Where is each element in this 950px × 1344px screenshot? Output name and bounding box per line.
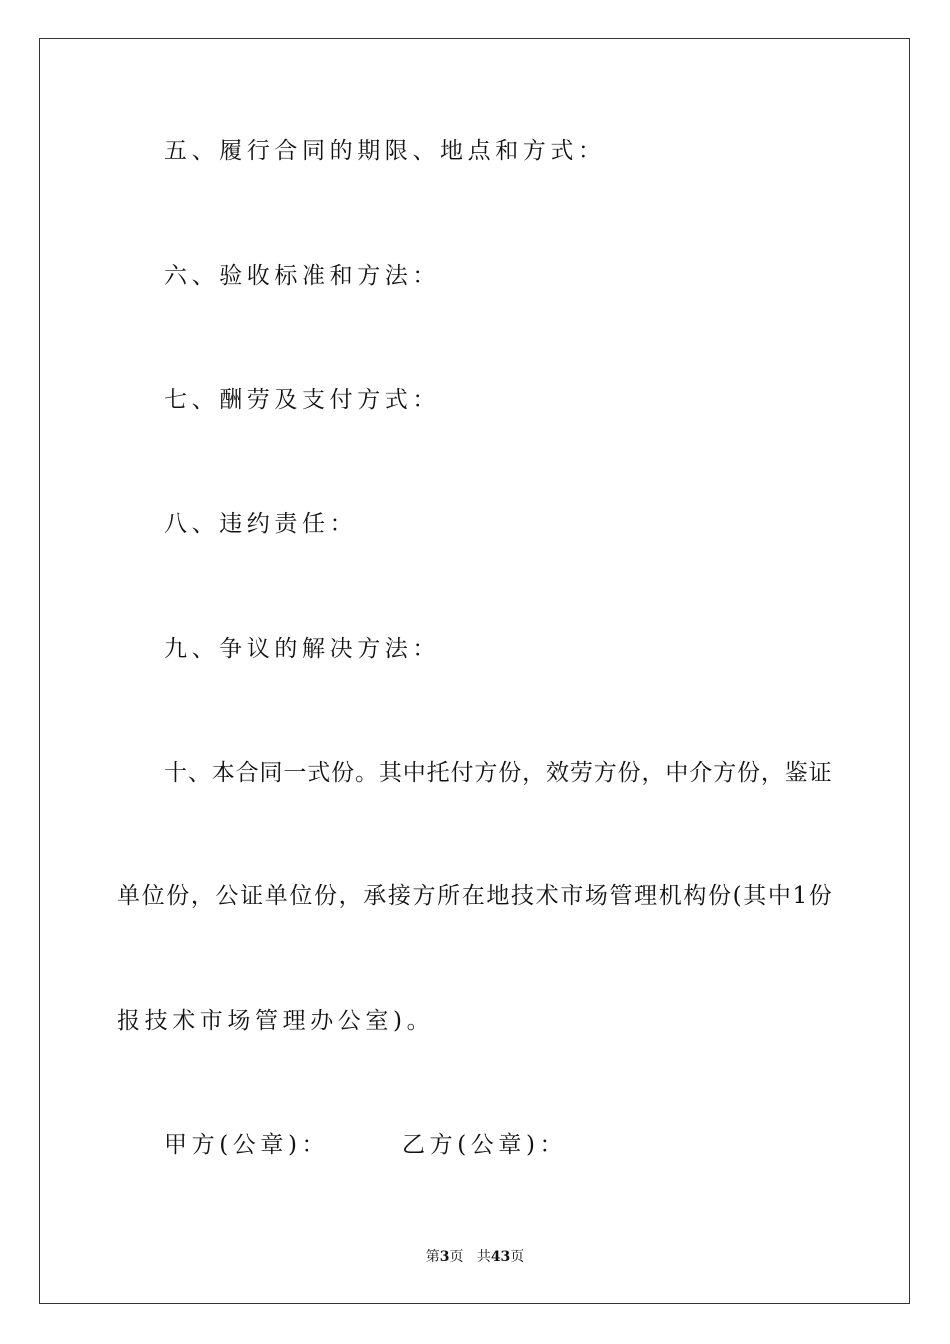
char: 场 xyxy=(584,883,608,909)
char: 式 xyxy=(307,760,331,786)
char: 证 xyxy=(240,883,264,909)
party-b-seal-label: 乙方(公章)： xyxy=(402,1132,568,1158)
footer-prefix: 第 xyxy=(425,1249,440,1265)
char: ， xyxy=(641,760,665,786)
char: 一 xyxy=(283,760,307,786)
party-a-seal-label: 甲方(公章)： xyxy=(164,1132,330,1158)
char: 地 xyxy=(486,883,510,909)
char: 同 xyxy=(259,760,283,786)
char: 方 xyxy=(713,760,737,786)
char: ， xyxy=(760,760,784,786)
char: 其 xyxy=(743,883,767,909)
page-border xyxy=(39,38,910,1304)
total-page-count: 43 xyxy=(490,1249,511,1265)
char: 中 xyxy=(402,760,426,786)
char: 十 xyxy=(164,760,187,786)
char: 份 xyxy=(498,760,522,786)
char: 位 xyxy=(289,883,313,909)
clause-8: 八、违约责任： xyxy=(164,511,358,537)
char: 术 xyxy=(535,883,559,909)
char: 承 xyxy=(363,883,387,909)
char: 管 xyxy=(609,883,633,909)
char: 。 xyxy=(355,760,378,786)
char: 中 xyxy=(665,760,689,786)
clause-9: 九、争议的解决方法： xyxy=(164,636,440,662)
char: 合 xyxy=(235,760,259,786)
char: 效 xyxy=(546,760,569,786)
char: 本 xyxy=(211,760,235,786)
char: 位 xyxy=(141,883,165,909)
char: 中 xyxy=(767,883,791,909)
char: 单 xyxy=(264,883,288,909)
char: 鉴 xyxy=(784,760,808,786)
footer-page-suffix: 页 xyxy=(449,1249,464,1265)
clause-10-line-3: 报技术市场管理办公室)。 xyxy=(117,1008,435,1034)
clause-10-line-2 xyxy=(117,881,832,911)
char: 构 xyxy=(683,883,707,909)
char: 份 xyxy=(331,760,355,786)
char: 理 xyxy=(634,883,658,909)
char: 方 xyxy=(412,883,436,909)
char: 份 xyxy=(737,760,760,786)
char: 、 xyxy=(187,760,211,786)
char: 公 xyxy=(215,883,239,909)
char: 市 xyxy=(560,883,584,909)
char: 其 xyxy=(378,760,402,786)
clause-5: 五、履行合同的期限、地点和方式： xyxy=(164,138,606,164)
clause-10-line-1 xyxy=(164,758,832,788)
page-footer xyxy=(0,1247,950,1267)
char: 证 xyxy=(808,760,832,786)
char: ， xyxy=(190,883,214,909)
char: 介 xyxy=(689,760,713,786)
footer-total-prefix: 共 xyxy=(476,1249,491,1265)
char: 份 xyxy=(314,883,337,909)
char: 技 xyxy=(511,883,534,909)
clause-6: 六、验收标准和方法： xyxy=(164,263,440,289)
char: 劳 xyxy=(569,760,593,786)
char: 单 xyxy=(117,883,140,909)
clause-7: 七、酬劳及支付方式： xyxy=(164,387,440,413)
char: ， xyxy=(522,760,546,786)
char: 份 xyxy=(617,760,641,786)
char: 托 xyxy=(426,760,450,786)
char: 付 xyxy=(450,760,474,786)
footer-total-suffix: 页 xyxy=(510,1249,525,1265)
char: 机 xyxy=(658,883,682,909)
char: ， xyxy=(338,883,362,909)
current-page-number: 3 xyxy=(439,1249,450,1265)
char: ( xyxy=(732,883,742,909)
char: 份 xyxy=(166,883,190,909)
char: 1 xyxy=(792,883,808,909)
char: 份 xyxy=(808,883,832,909)
char: 方 xyxy=(474,760,498,786)
char: 所 xyxy=(437,883,461,909)
char: 在 xyxy=(461,883,485,909)
char: 接 xyxy=(387,883,411,909)
char: 方 xyxy=(593,760,617,786)
char: 份 xyxy=(708,883,731,909)
